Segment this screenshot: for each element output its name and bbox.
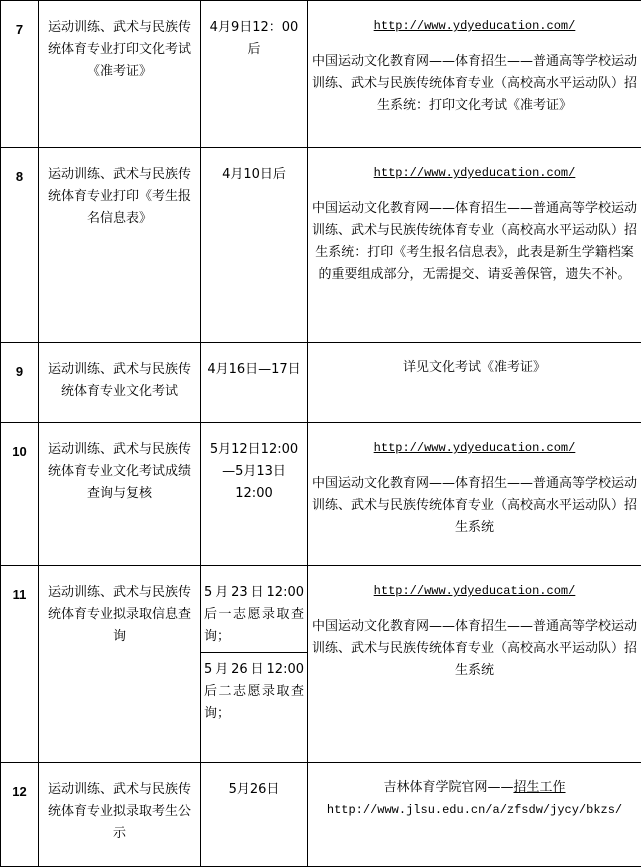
- table-row: [1, 343, 641, 423]
- row-detail: [308, 763, 641, 867]
- row-number: 10: [1, 423, 39, 566]
- url-link[interactable]: http://www.ydyeducation.com/: [373, 584, 576, 598]
- detail-text: 中国运动文化教育网——体育招生——普通高等学校运动训练、武术与民族传统体育专业（高校高水平运动队）招生系统：打印文化考试《准考证》: [312, 54, 638, 113]
- row-item: 运动训练、武术与民族传统体育专业拟录取信息查询: [39, 566, 201, 763]
- row-number: 12: [1, 763, 39, 867]
- row-detail: [308, 148, 641, 343]
- detail-text: 中国运动文化教育网——体育招生——普通高等学校运动训练、武术与民族传统体育专业（高校高水平运动队）招生系统: [312, 476, 638, 535]
- time-second-choice: 5月26日12:00后二志愿录取查询；: [204, 662, 304, 721]
- url-text: http://www.jlsu.edu.cn/a/zfsdw/jycy/bkzs/: [326, 803, 623, 817]
- url-link[interactable]: http://www.ydyeducation.com/: [373, 441, 576, 455]
- table-row: [1, 423, 641, 566]
- row-time: [201, 566, 308, 763]
- row-item: 运动训练、武术与民族传统体育专业打印《考生报名信息表》: [39, 148, 201, 343]
- detail-text: 中国运动文化教育网——体育招生——普通高等学校运动训练、武术与民族传统体育专业（高校高水平运动队）招生系统: [312, 619, 638, 678]
- time-divider: [201, 652, 307, 653]
- table-row: [1, 148, 641, 343]
- row-item: 运动训练、武术与民族传统体育专业文化考试成绩查询与复核: [39, 423, 201, 566]
- row-detail: [308, 343, 641, 423]
- row-detail: [308, 1, 641, 148]
- table-row: [1, 1, 641, 148]
- row-number: 7: [1, 1, 39, 148]
- row-number: 11: [1, 566, 39, 763]
- row-number: 8: [1, 148, 39, 343]
- url-link[interactable]: http://www.ydyeducation.com/: [373, 166, 576, 180]
- row-time: 5月12日12:00—5月13日12:00: [201, 423, 308, 566]
- detail-text: 中国运动文化教育网——体育招生——普通高等学校运动训练、武术与民族传统体育专业（高校高水平运动队）招生系统：打印《考生报名信息表》，此表是新生学籍档案的重要组成部分，无需提交、请妥善保管，遗失不补。: [312, 201, 638, 282]
- row-item: 运动训练、武术与民族传统体育专业打印文化考试《准考证》: [39, 1, 201, 148]
- detail-prefix: 吉林体育学院官网——: [383, 780, 514, 795]
- admissions-link[interactable]: 招生工作: [513, 780, 566, 795]
- row-item: 运动训练、武术与民族传统体育专业文化考试: [39, 343, 201, 423]
- row-time: 4月10日后: [201, 148, 308, 343]
- row-time: 5月26日: [201, 763, 308, 867]
- row-item: 运动训练、武术与民族传统体育专业拟录取考生公示: [39, 763, 201, 867]
- row-time: 4月9日12：00后: [201, 1, 308, 148]
- table-row: [1, 763, 641, 867]
- row-detail: [308, 423, 641, 566]
- detail-text: 详见文化考试《准考证》: [402, 360, 546, 375]
- row-number: 9: [1, 343, 39, 423]
- row-detail: [308, 566, 641, 763]
- time-first-choice: 5月23日12:00后一志愿录取查询；: [204, 585, 304, 644]
- url-link[interactable]: http://www.ydyeducation.com/: [373, 19, 576, 33]
- row-time: 4月16日—17日: [201, 343, 308, 423]
- table-row: [1, 566, 641, 763]
